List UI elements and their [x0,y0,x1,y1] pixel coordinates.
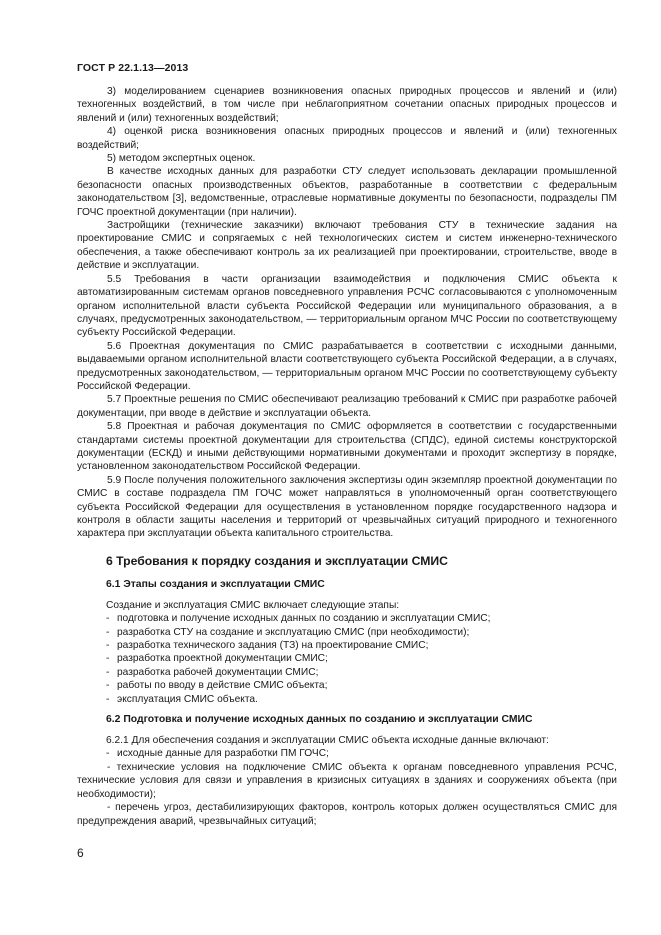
list-item: - разработка проектной документации СМИС; [106,653,328,665]
stages-intro: Создание и эксплуатация СМИС включает следующие этапы: [106,599,400,611]
paragraph-5-3: 3) моделированием сценариев возникновения опасных природных процессов и явлений и (или) техногенных воздействий, в том числе при неблагоприятном сочетании опасных природных процессов и явлений и (или) техногенных воздействий; [77,86,617,124]
paragraph-5-4: 4) оценкой риска возникновения опасных природных процессов и явлений и (или) техногенных воздействий; [77,126,617,151]
clause-5-5: 5.5 Требования в части организации взаимодействия и подключения СМИС объекта к автоматизированным системам органов повседневного управления РСЧС согласовываются с уполномоченным органом исполнительной власти субъекта Российской Федерации или муниципального образования, а в случаях, предусмотренных законодательством, — территориальным органом МЧС России по соответствующему субъекту Российской Федерации. [77,273,617,339]
list-item: - подготовка и получение исходных данных по созданию и эксплуатации СМИС; [106,613,491,625]
list-item: - разработка СТУ на создание и эксплуатацию СМИС (при необходимости); [106,626,470,638]
page-number: 6 [77,846,84,860]
list-item: - разработка технического задания (ТЗ) на проектирование СМИС; [106,640,429,652]
list-item-text: разработка рабочей документации СМИС; [117,666,319,678]
list-item: - перечень угроз, дестабилизирующих факторов, контроль которых должен осуществляться СМИС для предупреждения аварий, чрезвычайных ситуаций; [77,802,617,827]
clause-5-7: 5.7 Проектные решения по СМИС обеспечивают реализацию требований к СМИС при разработке рабочей документации, при вводе в действие и эксплуатации объекта. [77,394,617,419]
list-item-text: разработка проектной документации СМИС; [117,653,328,665]
list-item: - разработка рабочей документации СМИС; [106,666,319,678]
list-item-text: исходные данные для разработки ПМ ГОЧС; [117,748,329,760]
list-item-text: работы по вводу в действие СМИС объекта; [117,680,328,692]
list-item-text: подготовка и получение исходных данных по созданию и эксплуатации СМИС; [117,613,491,625]
list-item-text: разработка технического задания (ТЗ) на проектирование СМИС; [117,640,429,652]
paragraph-source-data: В качестве исходных данных для разработки СТУ следует использовать декларации промышленной безопасности опасных производственных объектов, разработанные в соответствии с федеральным законодательством [3], ведомственные, отраслевые нормативные документы по безопасности, подразделы ПМ ГОЧС проектной документации (при наличии). [77,166,617,218]
subsection-6-1-heading: 6.1 Этапы создания и эксплуатации СМИС [106,578,325,590]
list-item-text: технические условия на подключение СМИС объекта к органам повседневного управления РСЧС, технические условия для связи и управления в кризисных ситуациях в зданиях и сооружениях объекта (при необходимости); [77,761,617,800]
list-item: - технические условия на подключение СМИС объекта к органам повседневного управления РСЧС, технические условия для связи и управления в кризисных ситуациях в зданиях и сооружениях объекта (при необходимости); [77,761,617,800]
clause-5-8: 5.8 Проектная и рабочая документация по СМИС оформляется в соответствии с государственными стандартами системы проектной документации для строительства (СПДС), единой системы конструкторской документации (ЕСКД) и иными действующими нормативными документами и проходит экспертизу в порядке, установленном законодательством Российской Федерации. [77,421,617,473]
clause-6-2-1: 6.2.1 Для обеспечения создания и эксплуатации СМИС объекта исходные данные включают: [106,735,549,747]
clause-5-9: 5.9 После получения положительного заключения экспертизы один экземпляр проектной документации по СМИС в составе подраздела ПМ ГОЧС может направляться в уполномоченный орган соответствующего субъекта Российской Федерации для осуществления в установленном порядке государственного надзора и контроля в области защиты населения и территорий от чрезвычайных ситуаций природного и техногенного характера при эксплуатации объекта капитального строительства. [77,474,617,540]
paragraph-5-5: 5) методом экспертных оценок. [107,153,256,165]
list-item-text: перечень угроз, дестабилизирующих факторов, контроль которых должен осуществляться СМИС для предупреждения аварий, чрезвычайных ситуаций; [77,802,617,827]
list-item: - исходные данные для разработки ПМ ГОЧС; [106,748,329,760]
list-item-text: эксплуатация СМИС объекта. [117,693,258,705]
subsection-6-2-heading: 6.2 Подготовка и получение исходных данных по созданию и эксплуатации СМИС [106,714,533,726]
paragraph-developers: Застройщики (технические заказчики) включают требования СТУ в технические задания на проектирование СМИС и сопрягаемых с ней технологических систем и систем инженерно-технического обеспечения, а также обеспечивают контроль за их реализацией при проектировании, строительстве, вводе в действие и эксплуатации. [77,220,617,272]
section-6-heading: 6 Требования к порядку создания и эксплуатации СМИС [106,553,448,568]
document-body [77,85,617,828]
document-header: ГОСТ Р 22.1.13—2013 [77,62,189,74]
clause-5-6: 5.6 Проектная документация по СМИС разрабатывается в соответствии с исходными данными, выдаваемыми органом исполнительной власти соответствующего субъекта Российской Федерации, а в случаях, предусмотренных законодательством, — территориальным органом МЧС России по соответствующему субъекту Российской Федерации. [77,340,617,392]
list-item-text: разработка СТУ на создание и эксплуатацию СМИС (при необходимости); [117,626,470,638]
list-item: - эксплуатация СМИС объекта. [106,693,258,705]
list-item: - работы по вводу в действие СМИС объекта; [106,680,328,692]
